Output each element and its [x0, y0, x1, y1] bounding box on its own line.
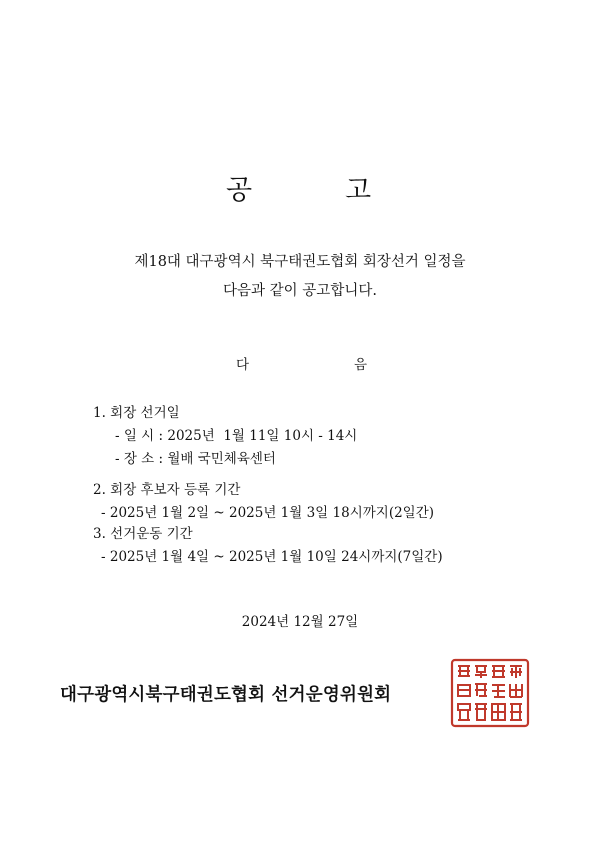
intro-line-2: 다음과 같이 공고합니다.	[223, 283, 377, 299]
section-item-datetime: - 일 시 : 2025년 1월 11일 10시 - 14시	[115, 428, 358, 444]
section-heading-registration: 2. 회장 후보자 등록 기간	[93, 482, 241, 498]
intro-line-1: 제18대 대구광역시 북구태권도협회 회장선거 일정을	[134, 254, 466, 270]
official-seal	[450, 658, 530, 728]
section-heading-election-day: 1. 회장 선거일	[93, 405, 180, 421]
title-char-2: 고	[345, 175, 372, 206]
da-char-2: 음	[354, 357, 368, 373]
notice-date: 2024년 12월 27일	[241, 614, 359, 630]
title-char-1: 공	[226, 175, 253, 206]
section-item-campaign-period: - 2025년 1월 4일 ~ 2025년 1월 10일 24시까지(7일간)	[101, 549, 443, 565]
organization-name: 대구광역시북구태권도협회 선거운영위원회	[60, 685, 392, 705]
section-item-location: - 장 소 : 월배 국민체육센터	[115, 451, 276, 467]
notice-title	[0, 168, 600, 208]
section-heading-campaign: 3. 선거운동 기간	[93, 526, 193, 542]
section-item-registration-period: - 2025년 1월 2일 ~ 2025년 1월 3일 18시까지(2일간)	[101, 505, 435, 521]
da-char-1: 다	[236, 357, 250, 373]
